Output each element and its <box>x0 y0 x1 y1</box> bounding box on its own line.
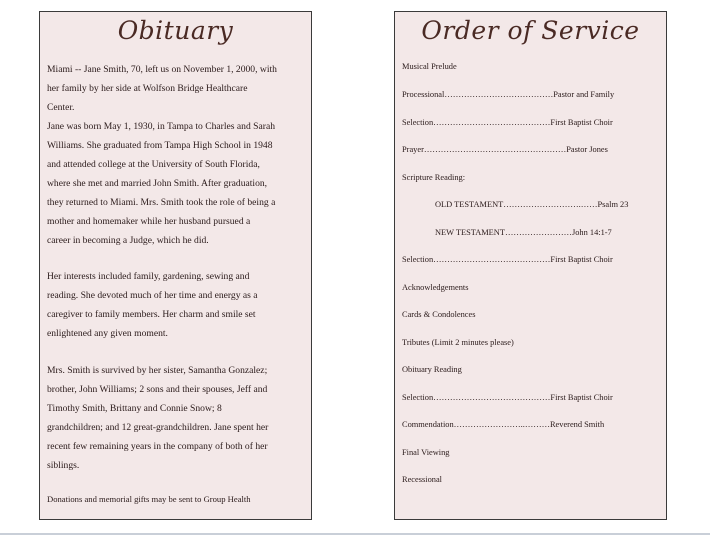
obituary-paragraph-4 <box>47 361 309 475</box>
obituary-paragraph-2 <box>47 117 309 250</box>
service-item-new-testament: NEW TESTAMENT……………………John 14:1-7 <box>435 228 612 237</box>
paragraph-line: they returned to Miami. Mrs. Smith took the role of being a <box>47 197 276 208</box>
paragraph-line: and attended college at the University of South Florida, <box>47 159 260 170</box>
service-item-selection: Selection……………………………………First Baptist Choir <box>402 393 613 402</box>
paragraph-line: Miami -- Jane Smith, 70, left us on November 1, 2000, with <box>47 64 277 75</box>
service-item-prayer: Prayer……………………………………………Pastor Jones <box>402 145 608 154</box>
paragraph-line: Timothy Smith, Brittany and Connie Snow; 8 <box>47 403 222 414</box>
paragraph-line: Mrs. Smith is survived by her sister, Samantha Gonzalez; <box>47 365 268 376</box>
order-of-service-title: Order of Service <box>421 16 640 45</box>
obituary-paragraph-1 <box>47 60 309 117</box>
service-item-scripture-reading: Scripture Reading: <box>402 173 466 182</box>
service-item-final-viewing: Final Viewing <box>402 448 450 457</box>
paragraph-line: Jane was born May 1, 1930, in Tampa to Charles and Sarah <box>47 121 276 132</box>
paragraph-line: caregiver to family members. Her charm and smile set <box>47 309 256 320</box>
page-bottom-divider <box>0 533 710 535</box>
service-item-cards-condolences: Cards & Condolences <box>402 310 476 319</box>
paragraph-line: where she met and married John Smith. After graduation, <box>47 178 268 189</box>
paragraph-line: her family by her side at Wolfson Bridge Healthcare <box>47 83 248 94</box>
service-item-selection: Selection……………………………………First Baptist Choir <box>402 255 613 264</box>
service-item-recessional: Recessional <box>402 475 443 484</box>
order-of-service-panel <box>394 11 667 520</box>
paragraph-line: reading. She devoted much of her time and energy as a <box>47 290 258 301</box>
paragraph-line: Center. <box>47 102 75 113</box>
service-item-acknowledgements: Acknowledgements <box>402 283 469 292</box>
paragraph-line: siblings. <box>47 460 80 471</box>
service-item-musical-prelude: Musical Prelude <box>402 62 457 71</box>
obituary-title: Obituary <box>117 16 234 45</box>
obituary-panel <box>39 11 312 520</box>
service-item-tributes: Tributes (Limit 2 minutes please) <box>402 338 514 347</box>
service-item-old-testament: OLD TESTAMENT……………………….……Psalm 23 <box>435 200 629 209</box>
obituary-paragraph-3 <box>47 267 309 343</box>
paragraph-line: career in becoming a Judge, which he did. <box>47 235 209 246</box>
service-item-commendation: Commendation……………………..………Reverend Smith <box>402 420 605 429</box>
paragraph-line: Williams. She graduated from Tampa High School in 1948 <box>47 140 273 151</box>
service-item-selection: Selection……………………………………First Baptist Choir <box>402 118 613 127</box>
paragraph-line: enlightened any given moment. <box>47 328 168 339</box>
paragraph-line: recent few remaining years in the company of both of her <box>47 441 268 452</box>
paragraph-line: grandchildren; and 12 great-grandchildren. Jane spent her <box>47 422 269 433</box>
paragraph-line: Her interests included family, gardening, sewing and <box>47 271 250 282</box>
paragraph-line: Donations and memorial gifts may be sent to Group Health <box>47 494 251 504</box>
service-item-obituary-reading: Obituary Reading <box>402 365 462 374</box>
service-item-processional: Processional…………………………………Pastor and Family <box>402 90 615 99</box>
paragraph-line: mother and homemaker while her husband pursued a <box>47 216 251 227</box>
paragraph-line: brother, John Williams; 2 sons and their spouses, Jeff and <box>47 384 268 395</box>
obituary-donations-note <box>47 490 309 509</box>
